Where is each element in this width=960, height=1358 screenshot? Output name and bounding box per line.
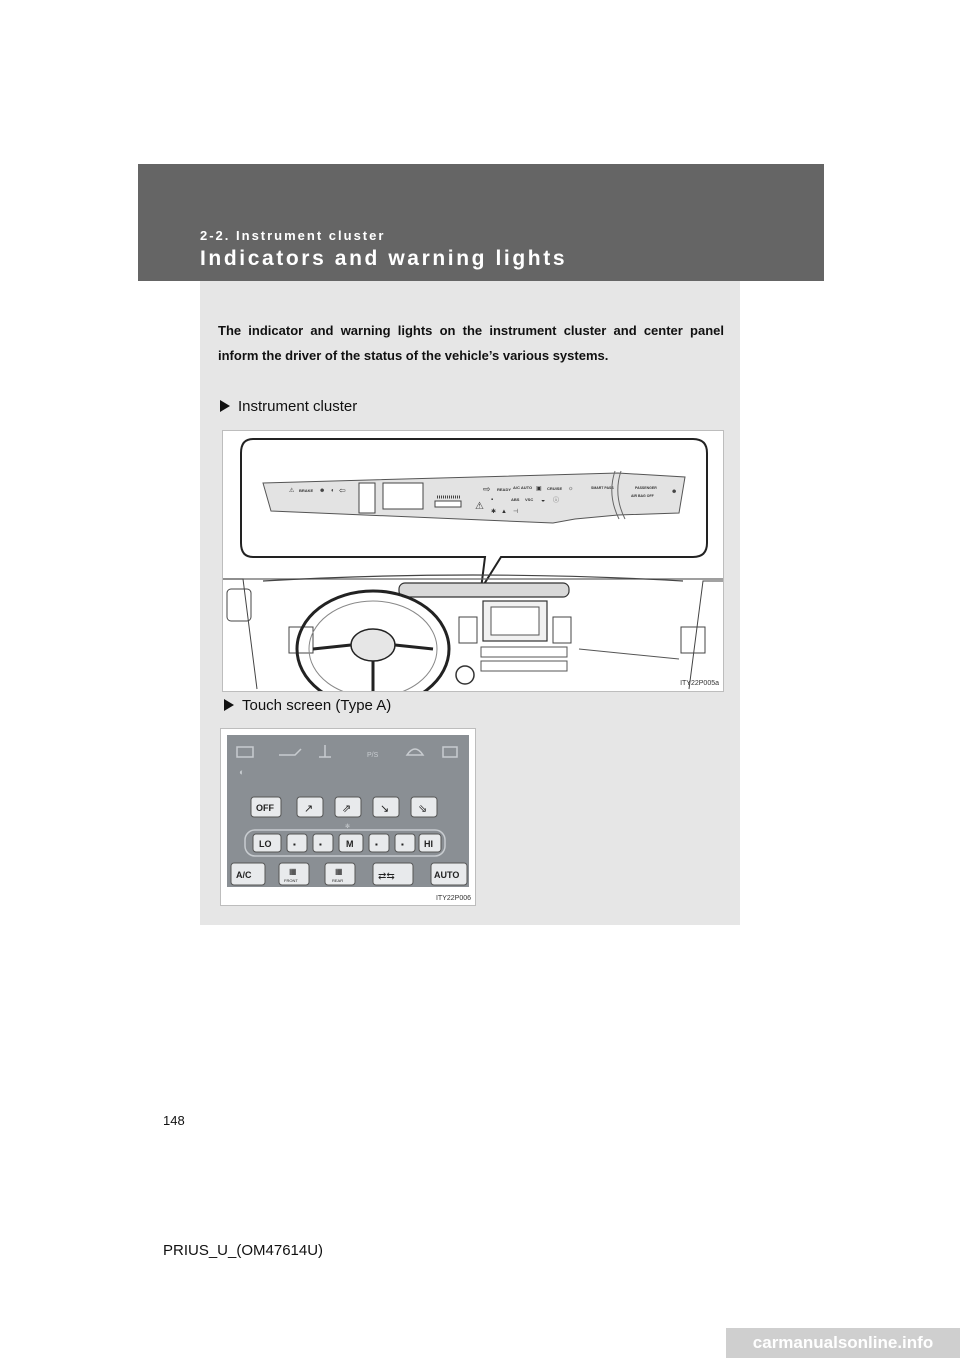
cluster-label: A/C AUTO — [513, 485, 533, 490]
rear-defrost-icon: ▦ — [335, 867, 343, 876]
status-text: P/S — [367, 752, 379, 759]
air-vent-right — [681, 627, 705, 653]
turn-signal-left-icon: ⇦ — [339, 486, 346, 495]
fan-lo-button[interactable]: LO — [259, 839, 272, 849]
recirculation-icon: ⇄⇆ — [378, 871, 395, 882]
fan-level-button[interactable]: ▪ — [319, 840, 322, 849]
air-vent-center-right — [553, 617, 571, 643]
display-screen — [491, 607, 539, 635]
engine-icon: ▣ — [536, 486, 542, 492]
mode-defrost-icon: ⇘ — [418, 803, 428, 815]
cluster-label: CRUISE — [547, 486, 563, 491]
slip-icon: ◒ — [541, 497, 546, 504]
touch-screen-illustration — [221, 729, 475, 905]
passenger-icon: ☻ — [671, 489, 678, 495]
a-pillar-left — [223, 579, 257, 689]
page-title: Indicators and warning lights — [200, 247, 568, 270]
cluster-label: AIR BAG OFF — [631, 494, 654, 498]
center-meter-hood — [399, 583, 569, 597]
a-pillar-right — [689, 581, 723, 689]
footer-code: PRIUS_U_(OM47614U) — [163, 1242, 324, 1259]
light-icon: ☼ — [568, 486, 574, 492]
instrument-cluster-figure — [222, 430, 724, 692]
figure-label-text: Instrument cluster — [238, 398, 358, 415]
rear-defrost-button[interactable]: REAR — [332, 878, 344, 883]
gear-indicator — [359, 483, 375, 513]
plug-icon: ⊣ — [513, 509, 519, 515]
page-number: 148 — [163, 1113, 185, 1128]
headlight-icon: ◐ — [239, 767, 245, 777]
figure-label-text: Touch screen (Type A) — [242, 697, 392, 714]
airbag-icon: ✱ — [491, 509, 497, 515]
warning-icon: ⚠ — [289, 488, 295, 494]
fan-hi-button[interactable]: HI — [424, 839, 433, 849]
mode-face-icon: ↗ — [304, 803, 314, 815]
off-button[interactable]: OFF — [256, 803, 274, 813]
figure-code: ITY22P005a — [680, 680, 719, 687]
odometer — [435, 501, 461, 507]
bullet-arrow-icon — [224, 699, 234, 711]
info-icon: ⓘ — [553, 498, 560, 504]
fan-level-button[interactable]: ▪ — [293, 840, 296, 849]
ac-button[interactable]: A/C — [236, 870, 252, 880]
bullet-arrow-icon — [220, 400, 230, 412]
front-defrost-button[interactable]: FRONT — [284, 878, 298, 883]
fan-m-button[interactable]: M — [346, 839, 354, 849]
fan-icon: ✻ — [345, 824, 351, 830]
figure-label-instrument-cluster — [220, 398, 357, 415]
power-button — [456, 666, 474, 684]
figure-code: ITY22P006 — [435, 895, 471, 902]
mode-feet-icon: ↘ — [380, 803, 390, 815]
mode-bilevel-icon: ⇗ — [342, 803, 352, 815]
headlight-icon: ◐ — [331, 488, 335, 494]
front-defrost-icon: ▦ — [289, 867, 297, 876]
battery-icon: ▪ — [491, 497, 494, 503]
watermark: carmanualsonline.info — [726, 1328, 960, 1358]
cluster-label: BRAKE — [299, 488, 314, 493]
climate-panel — [481, 661, 567, 671]
fan-level-button[interactable]: ▪ — [375, 840, 378, 849]
audio-panel — [481, 647, 567, 657]
cluster-label: ABS — [511, 497, 520, 502]
cluster-label: VSC — [525, 497, 534, 502]
section-label: 2-2. Instrument cluster — [200, 228, 386, 243]
dash-top — [263, 575, 683, 581]
car-icon: ▲ — [501, 509, 507, 515]
cluster-label: PASSENGER — [635, 486, 657, 490]
fan-level-button[interactable]: ▪ — [401, 840, 404, 849]
master-warning-icon: ⚠ — [475, 501, 484, 512]
fan-speed-buttons — [253, 834, 441, 852]
figure-label-touch-screen — [224, 697, 391, 714]
cluster-label: SMART PASS — [591, 486, 614, 490]
turn-signal-right-icon: ⇨ — [483, 484, 491, 494]
seatbelt-icon: ☻ — [319, 488, 326, 494]
auto-button[interactable]: AUTO — [434, 870, 460, 880]
speed-display — [383, 483, 423, 509]
touch-screen-figure — [220, 728, 476, 906]
air-vent-center-left — [459, 617, 477, 643]
intro-text: The indicator and warning lights on the instrument cluster and center panel inform the driver of the status of the vehicle’s various systems. — [218, 323, 724, 363]
cluster-label: READY — [497, 487, 512, 492]
dash-line — [579, 649, 679, 659]
steering-wheel — [297, 591, 449, 691]
instrument-cluster-illustration — [223, 431, 723, 691]
